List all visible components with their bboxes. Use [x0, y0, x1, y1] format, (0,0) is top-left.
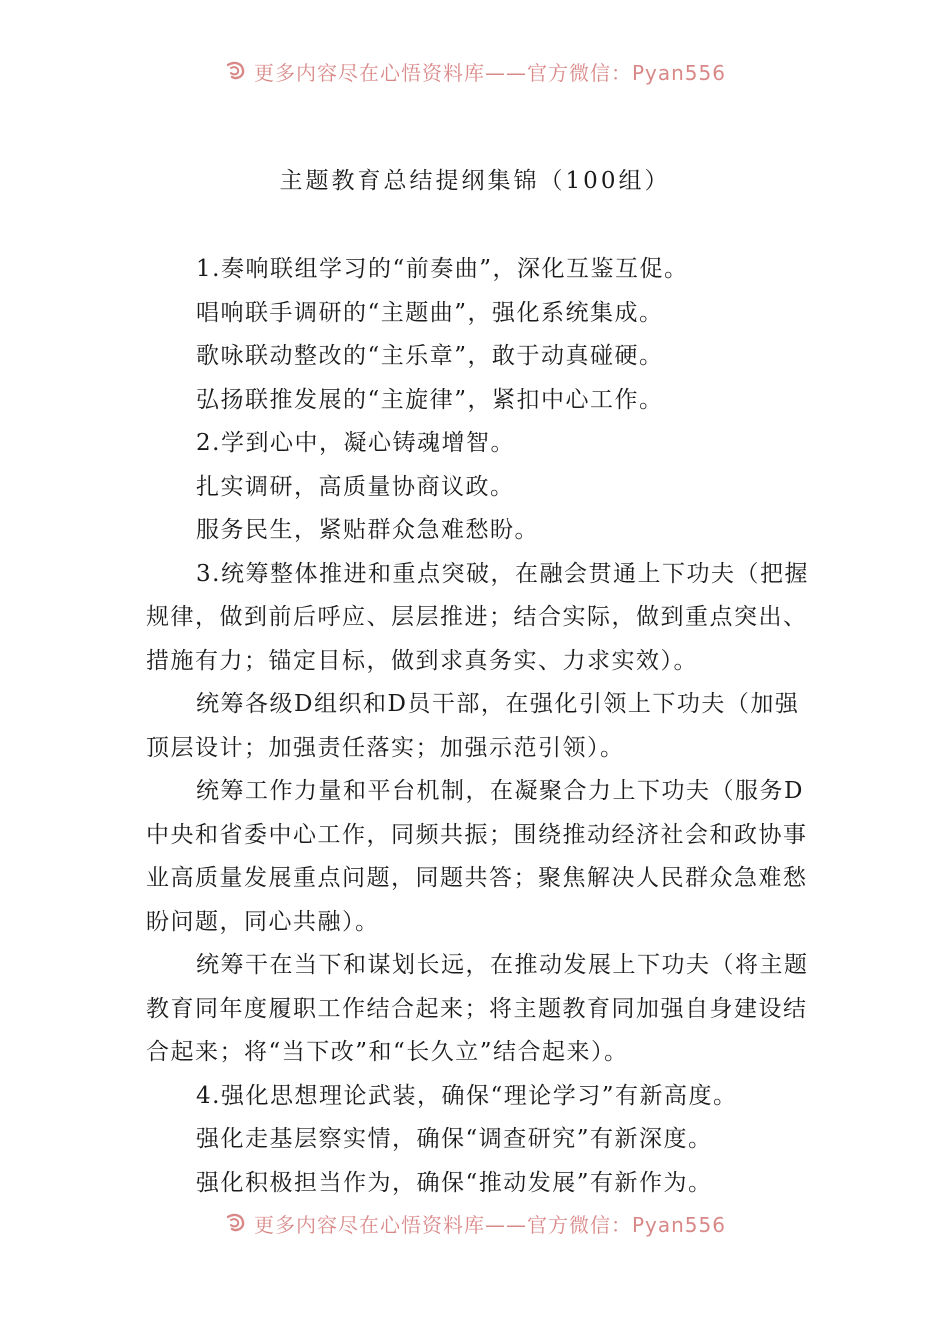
paragraph: 歌咏联动整改的“主乐章”，敢于动真碰硬。: [196, 343, 664, 369]
paragraph: 1.奏响联组学习的“前奏曲”，深化互鉴互促。: [196, 256, 689, 282]
paragraph: 2.学到心中，凝心铸魂增智。: [196, 430, 515, 456]
header-watermark: [0, 54, 950, 88]
paragraph: 强化积极担当作为，确保“推动发展”有新作为。: [196, 1169, 713, 1196]
paragraph: 弘扬联推发展的“主旋律”，紧扣中心工作。: [196, 386, 664, 413]
paragraph: 3.统筹整体推进和重点突破，在融会贯通上下功夫（把握规律，做到前后呼应、层层推进；结合实际，做到重点突出、措施有力；锚定目标，做到求真务实、力求实效）。: [146, 560, 809, 674]
paragraph: 强化走基层察实情，确保“调查研究”有新深度。: [196, 1126, 713, 1152]
document-title: 主题教育总结提纲集锦（100组）: [279, 168, 671, 194]
paragraph: 服务民生，紧贴群众急难愁盼。: [196, 517, 539, 543]
paragraph: 统筹工作力量和平台机制，在凝聚合力上下功夫（服务D中央和省委中心工作，同频共振；围绕推动经济社会和政协事业高质量发展重点问题，同题共答；聚焦解决人民群众急难愁盼问题，同心共融）。: [146, 778, 808, 935]
logo-icon: [224, 59, 248, 83]
paragraph: 4.强化思想理论武装，确保“理论学习”有新高度。: [196, 1082, 738, 1109]
header-watermark-text: 更多内容尽在心悟资料库——官方微信：Pyan556: [253, 60, 726, 85]
paragraph: 扎实调研，高质量协商议政。: [196, 473, 515, 500]
footer-watermark: [0, 1206, 950, 1240]
document-body: [146, 248, 810, 1205]
logo-icon: [224, 1211, 248, 1235]
footer-watermark-text: 更多内容尽在心悟资料库——官方微信：Pyan556: [253, 1212, 726, 1237]
paragraph: 唱响联手调研的“主题曲”，强化系统集成。: [196, 299, 664, 326]
paragraph: 统筹干在当下和谋划长远，在推动发展上下功夫（将主题教育同年度履职工作结合起来；将主题教育同加强自身建设结合起来；将“当下改”和“长久立”结合起来）。: [146, 952, 809, 1065]
paragraph: 统筹各级D组织和D员干部，在强化引领上下功夫（加强顶层设计；加强责任落实；加强示范引领）。: [146, 691, 800, 761]
